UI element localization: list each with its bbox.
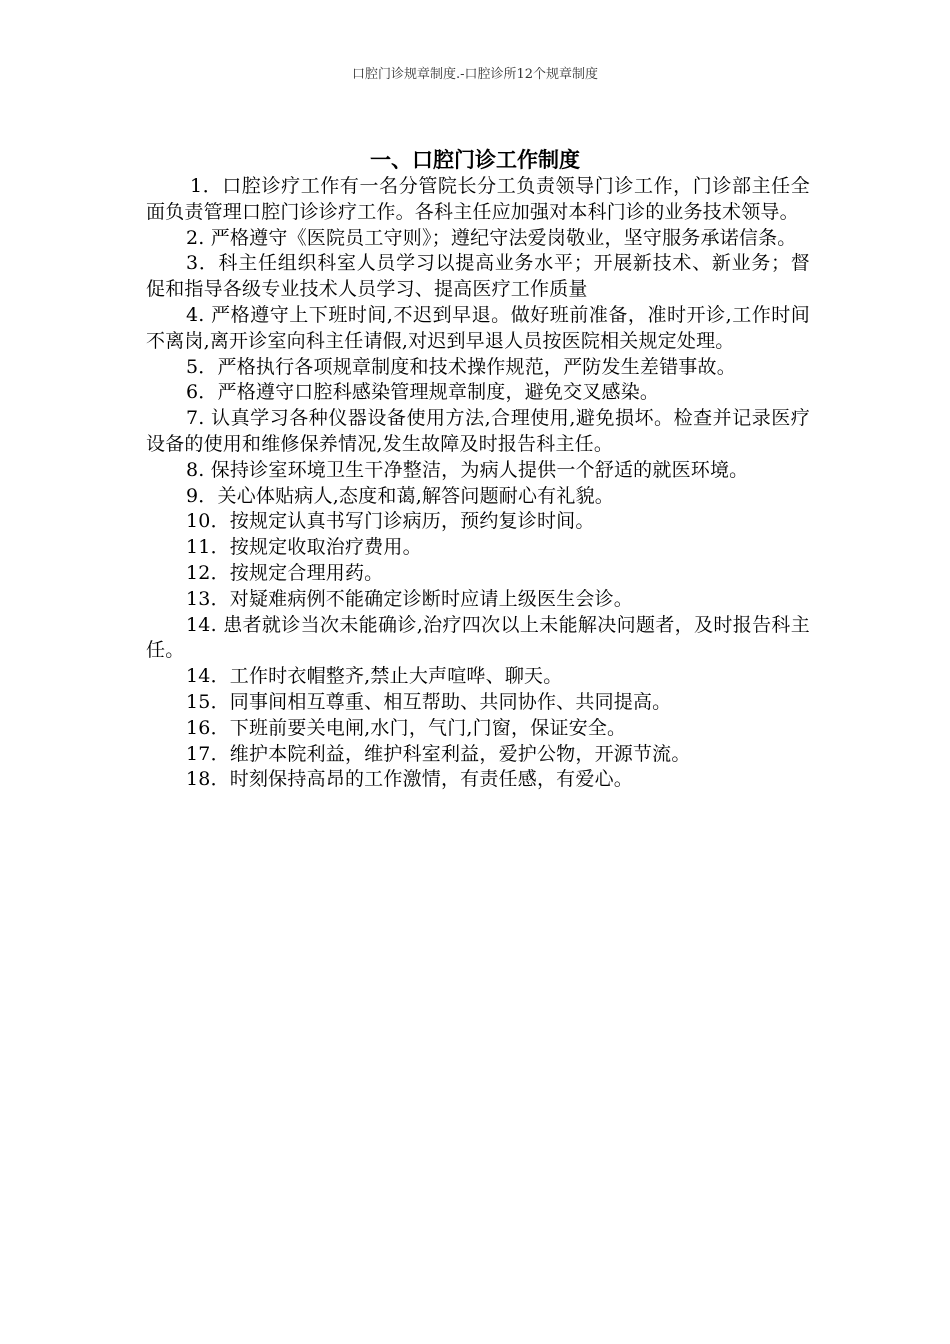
document-title: 一、口腔门诊工作制度 [370, 148, 580, 172]
rule-paragraph-16: 16．下班前要关电闸,水门，气门,门窗，保证安全。 [186, 716, 627, 739]
rule-paragraph-14b: 14．工作时衣帽整齐,禁止大声喧哗、聊天。 [186, 665, 563, 688]
rule-paragraph-18: 18．时刻保持高昂的工作激情，有责任感，有爱心。 [186, 768, 633, 791]
rule-paragraph-4: 4. 严格遵守上下班时间,不迟到早退。做好班前准备，准时开诊,工作时间不离岗,离开诊室向科主任请假,对迟到早退人员按医院相关规定处理。 [146, 303, 810, 352]
rule-paragraph-11: 11．按规定收取治疗费用。 [186, 536, 422, 559]
rule-paragraph-9: 9．关心体贴病人,态度和蔼,解答问题耐心有礼貌。 [186, 484, 614, 507]
rule-paragraph-12: 12．按规定合理用药。 [186, 561, 384, 584]
rule-paragraph-6: 6．严格遵守口腔科感染管理规章制度，避免交叉感染。 [186, 381, 660, 404]
rule-paragraph-17: 17．维护本院利益，维护科室利益，爱护公物，开源节流。 [186, 742, 691, 765]
rule-paragraph-2: 2. 严格遵守《医院员工守则》；遵纪守法爱岗敬业，坚守服务承诺信条。 [186, 226, 797, 249]
rule-paragraph-13: 13．对疑难病例不能确定诊断时应请上级医生会诊。 [186, 587, 633, 610]
rule-paragraph-8: 8. 保持诊室环境卫生干净整洁，为病人提供一个舒适的就医环境。 [186, 458, 749, 481]
rule-paragraph-7: 7. 认真学习各种仪器设备使用方法,合理使用,避免损坏。检查并记录医疗设备的使用和维修保养情况,发生故障及时报告科主任。 [146, 407, 810, 455]
rule-paragraph-5: 5．严格执行各项规章制度和技术操作规范，严防发生差错事故。 [186, 355, 736, 378]
page-running-header: 口腔门诊规章制度.-口腔诊所12个规章制度 [351, 67, 599, 82]
rule-paragraph-1: 1．口腔诊疗工作有一名分管院长分工负责领导门诊工作，门诊部主任全面负责管理口腔门诊诊疗工作。各科主任应加强对本科门诊的业务技术领导。 [146, 175, 810, 223]
rule-paragraph-3: 3．科主任组织科室人员学习以提高业务水平；开展新技术、新业务；督促和指导各级专业技术人员学习、提高医疗工作质量 [146, 252, 810, 301]
rule-paragraph-15: 15．同事间相互尊重、相互帮助、共同协作、共同提高。 [186, 690, 672, 713]
rule-paragraph-14a: 14. 患者就诊当次未能确诊,治疗四次以上未能解决问题者，及时报告科主任。 [146, 613, 810, 662]
rule-paragraph-10: 10．按规定认真书写门诊病历，预约复诊时间。 [186, 510, 595, 533]
document-body [146, 174, 810, 793]
